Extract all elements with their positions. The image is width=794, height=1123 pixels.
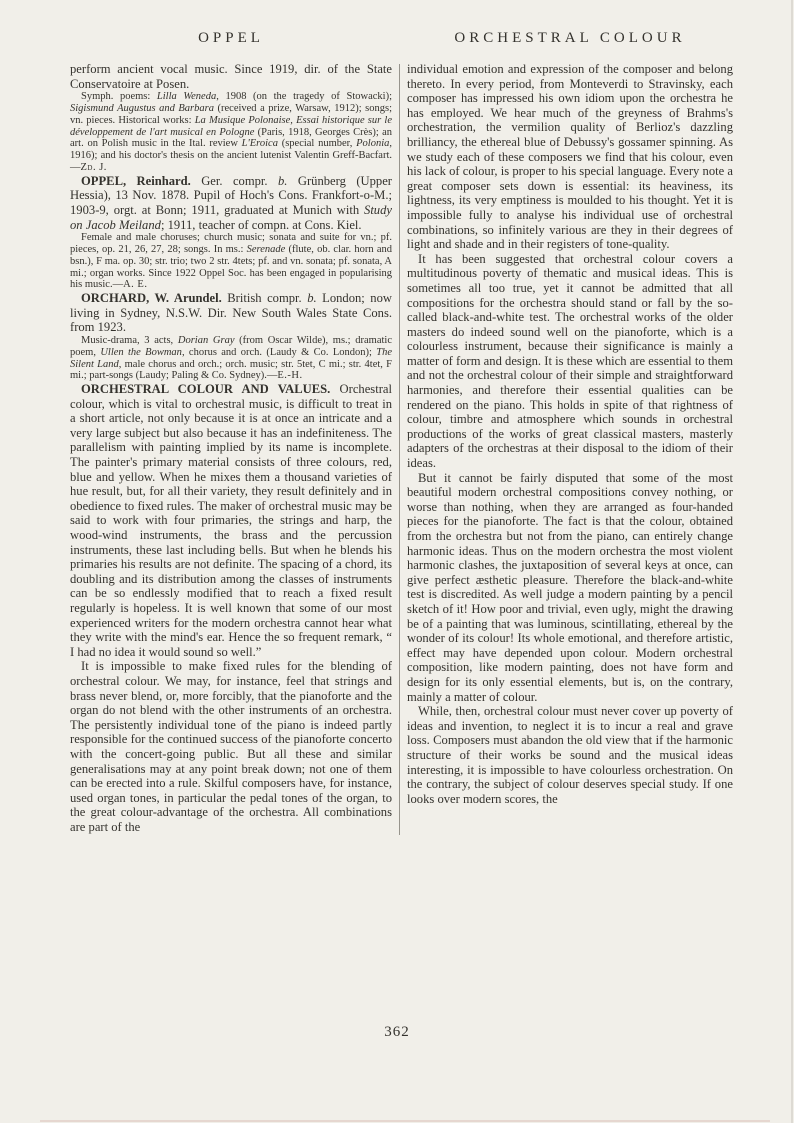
oppel-reinhard-works-paragraph: Female and male choruses; church music; sonata and suite for vn.; pf. pieces, op. 21, 26, 27, 28; songs. In ms.: Serenade (flute, ob. clar. horn and bsn.), F ma. op. 30; str. trio; two 2 str. 4tets; pf. and vn. sonata; pf. sonata, A mi.; organ works. Since 1922 Oppel Soc. has been engaged in popularising his music.—A. E. <box>70 232 392 291</box>
running-head-spacer <box>392 30 407 47</box>
orchestral-colour-paragraph-while-then: While, then, orchestral colour must never cover up poverty of ideas and invention, to neglect it is to incur a real and grave loss. Composers must abandon the old view that if the harmonic structure of their works be sound and the musical ideas interesting, it is impossible to have colourless orchestration. On the contrary, the subject of colour deserves special study. If one looks over modern scores, the <box>407 704 733 806</box>
column-divider-rule <box>399 64 400 835</box>
two-column-text <box>70 62 733 835</box>
orchestral-colour-continuation-text: individual emotion and expression of the composer and belong thereto. In every period, from Monteverdi to Stravinsky, each composer has impressed his own idiom upon the orchestra he has employed. We hear much of the greyness of Brahms's orchestration, the vermilion quality of Berlioz's dazzling brilliancy, the ethereal blue of Debussy's gossamer spinning. As we study each of these composers we find that his colour, even his lack of colour, is proper to his special language. Every note a great composer sets down is essential: its heaviness, its lightness, its very emptiness is moulded to his thought. Yet it is impossible fully to analyse his individual use of orchestral combinations, so infinitely various are they in their degrees of light and shade and in their registers of tone-quality. <box>407 62 733 252</box>
page-number: 362 <box>384 1024 410 1040</box>
running-head-right: ORCHESTRAL COLOUR <box>454 30 686 46</box>
entry-orchestral-colour-and-values: ORCHESTRAL COLOUR AND VALUES. Orchestral colour, which is vital to orchestral music, is difficult to treat in a short article, not only because it is at once an intricate and a very large subject but also because it has an indefiniteness. The parallelism with painting implied by its name is incomplete. The painter's primary material consists of three colours, red, blue and yellow. When he mixes them a thousand varieties of hue result, but, for all their variety, they result definitely and in obedience to fixed rules. The maker of orchestral music may be said to work with four primaries, the strings and harp, the wood-wind instruments, the brass and the percussion instruments, these last including bells. But when he blends his primaries his results are not definite. The spacing of a chord, its doubling and its distribution among the classes of instruments can be so endlessly modified that to reach a fixed result regularly is hopeless. It is well known that some of our most experienced writers for the modern orchestra cannot hear what they write with the mind's ear. Hence the so frequent remark, “ I had no idea it would sound so well.” <box>70 382 392 659</box>
orchestral-colour-paragraph-suggested: It has been suggested that orchestral colour covers a multitudinous poverty of thematic and musical ideas. This is sometimes all too true, yet it cannot be admitted that all compositions for the orchestra should stand or fall by the so-called black-and-white test. The orchestral works of the older masters do indeed sound well on the pianoforte, which is a colourless instrument, because their significance is mainly a matter of form and design. It is these which are essential to them and not the orchestral colour of their simple and straightforward harmonies, and therefore their essential qualities can be rendered on the piano. This holds in spite of that rightness of colour, timbre and atmosphere which sounds in orchestral productions of the works of great classical masters, masterly adapters of the orchestras at their disposal to the idiom of their ideas. <box>407 251 733 471</box>
entry-oppel-continuation-text: perform ancient vocal music. Since 1919, dir. of the State Conservatoire at Posen. <box>70 62 392 91</box>
right-column <box>407 62 733 835</box>
entry-oppel-reinhard: OPPEL, Reinhard. Ger. compr. b. Grünberg (Upper Hessia), 13 Nov. 1878. Pupil of Hoch's Cons. Frankfort-o-M.; 1903-9, orgt. at Bonn; 1911, graduated at Munich with Study on Jacob Meiland; 1911, teacher of compn. at Cons. Kiel. <box>70 173 392 232</box>
orchestral-colour-paragraph-blending: It is impossible to make fixed rules for the blending of orchestral colour. We may, for instance, feel that strings and brass never blend, or, more forcibly, that the pianoforte and the organ do not blend with the other instruments of an orchestra. The persistently individual tone of the piano is indeed partly responsible for the continued success of the pianoforte concerto with the concert-going public. But all these and similar generalisations may at any point break down; not one of them can be erected into a rule. Skilful composers have, for instance, used organ tones, in particular the pedal tones of the organ, to the great colour-advantage of the orchestra. All combinations are part of the <box>70 659 392 834</box>
left-column <box>70 62 392 835</box>
orchard-works-paragraph: Music-drama, 3 acts, Dorian Gray (from Oscar Wilde), ms.; dramatic poem, Ullen the Bowman, chorus and orch. (Laudy & Co. London); The Silent Land, male chorus and orch.; orch. music; str. 5tet, C mi.; str. 4tet, F mi.; part-songs (Laudy; Paling & Co. Sydney).—E.-H. <box>70 334 393 382</box>
running-heads <box>70 30 733 47</box>
oppel-works-paragraph: Symph. poems: Lilla Weneda, 1908 (on the tragedy of Stowacki); Sigismund Augustus and Barbara (received a prize, Warsaw, 1912); songs; vn. pieces. Historical works: La Musique Polonaise, Essai historique sur le développement de l'art musical en Pologne (Paris, 1918, Georges Crès); an art. on Polish music in the Ital. review L'Eroica (special number, Polonia, 1916); and his doctor's thesis on the ancient lutenist Valentin Greff-Bacfart.—Zd. J. <box>70 91 393 173</box>
orchestral-colour-paragraph-disputed: But it cannot be fairly disputed that some of the most beautiful modern orchestral compositions convey nothing, or worse than nothing, when they are arranged as four-handed pieces for the pianoforte. The fact is that the colour, obtained from the orchestra but not from the piano, can entirely change harmonic ideas. Thus on the modern orchestra the most violent harmonic clashes, the juxtaposition of several keys at once, can give perfect æsthetic pleasure. Therefore the black-and-white test is discredited. As well judge a modern painting by a pencil sketch of it! How poor and trivial, even ugly, might the drawing be of a painting that was luminous, scintillating, ethereal by the wonder of its colour! Its whole emotional, and therefore artistic, effect may have depended upon colour. Modern orchestral composition, like modern painting, does not have form and design for its only essential elements, but is, on the contrary, mainly a matter of colour. <box>407 470 733 704</box>
entry-orchard-w-arundel: ORCHARD, W. Arundel. British compr. b. London; now living in Sydney, N.S.W. Dir. New South Wales State Cons. from 1923. <box>70 291 392 335</box>
running-head-left: OPPEL <box>198 30 264 46</box>
scan-artifact-bottom-edge <box>40 1120 770 1122</box>
scan-artifact-right-edge <box>791 0 793 1123</box>
